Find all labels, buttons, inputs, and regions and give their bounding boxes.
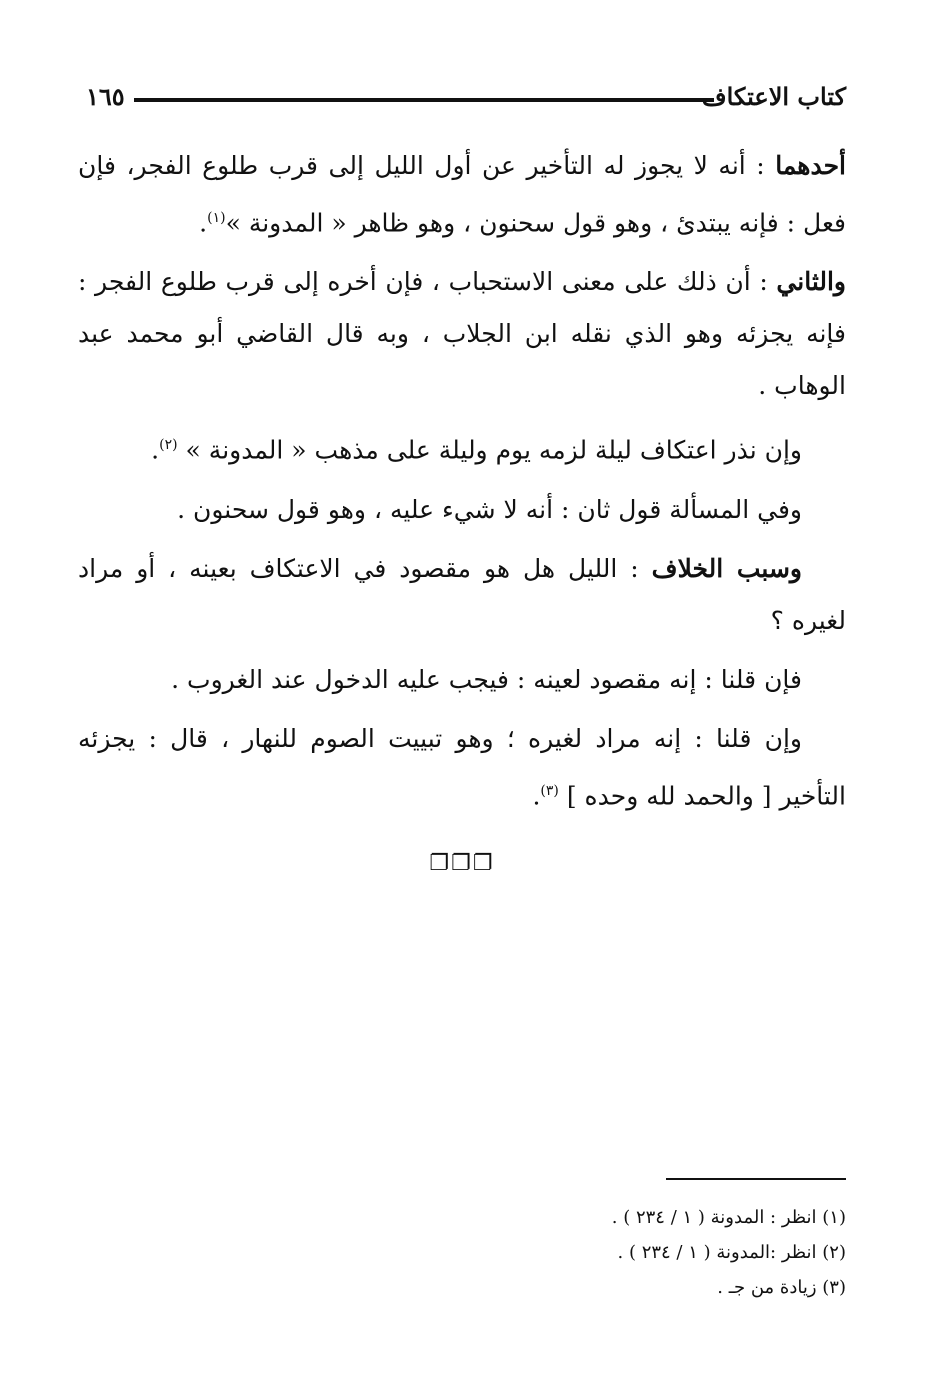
footnote-rule (666, 1178, 846, 1180)
section-end-ornament: ❐❐❐ (429, 850, 495, 876)
page-number: ١٦٥ (86, 82, 125, 111)
footnote-ref-3: (٣) (540, 782, 559, 799)
paragraph-second-view (78, 484, 846, 536)
paragraph-vow: وإن نذر اعتكاف ليلة لزمه يوم وليلة على مذهب « المدونة » $^{(٢)}$. (151, 435, 802, 465)
paragraph-if-for-other: وإن قلنا : إنه مراد لغيره ؛ وهو تبييت الصوم للنهار ، قال : يجزئه التأخير [ والحمد لله وحده ] $^{(٣)}$. (78, 723, 846, 810)
paragraph-text: فإن قلنا : إنه مقصود لعينه : فيجب عليه الدخول عند الغروب . (171, 664, 802, 694)
running-title: كتاب الاعتكاف (701, 82, 846, 111)
paragraph-lead: وسبب الخلاف (651, 553, 802, 583)
footnote-1: (١) انظر : المدونة ( ١ / ٢٣٤ ) . (611, 1207, 846, 1228)
footnote-ref-2: (٢) (159, 437, 178, 454)
footnote-ref-1: (١) (207, 210, 226, 226)
paragraph-text: : أن ذلك على معنى الاستحباب ، فإن أخره إلى قرب طلوع الفجر : فإنه يجزئه وهو الذي نقله ابن الجلاب ، وبه قال القاضي أبو محمد عبد الوهاب . (78, 267, 846, 401)
paragraph-text: وإن نذر اعتكاف ليلة لزمه يوم وليلة على مذهب « المدونة » (185, 435, 802, 465)
paragraph-text: وفي المسألة قول ثان : أنه لا شيء عليه ، وهو قول سحنون . (177, 494, 802, 524)
paragraph-lead: أحدهما (775, 151, 846, 180)
page-header (86, 78, 846, 118)
body-text (78, 140, 846, 890)
footnote-3: (٣) زيادة من جـ . (717, 1277, 846, 1298)
paragraph-first-opinion: أحدهما : أنه لا يجوز له التأخير عن أول الليل إلى قرب طلوع الفجر، فإن فعل : فإنه يبتدئ ، وهو قول سحنون ، وهو ظاهر « المدونة »$^{(١)}$. (78, 151, 846, 238)
paragraph-text: : الليل هل هو مقصود في الاعتكاف بعينه ، أو مراد لغيره ؟ (78, 553, 846, 635)
footnotes (346, 1200, 846, 1305)
paragraph-lead: والثاني (776, 267, 846, 297)
footnote-2: (٢) انظر :المدونة ( ١ / ٢٣٤ ) . (617, 1242, 846, 1263)
paragraph-text: وإن قلنا : إنه مراد لغيره ؛ وهو تبييت الصوم للنهار ، قال : يجزئه التأخير [ والحمد لله وحده ] (78, 723, 846, 810)
header-rule (134, 98, 714, 102)
paragraph-second-opinion (78, 256, 846, 412)
paragraph-text: : أنه لا يجوز له التأخير عن أول الليل إلى قرب طلوع الفجر، فإن فعل : فإنه يبتدئ ، وهو قول سحنون ، وهو ظاهر « المدونة » (78, 151, 846, 238)
paragraph-if-intended (78, 654, 846, 706)
paragraph-reason (78, 543, 846, 647)
